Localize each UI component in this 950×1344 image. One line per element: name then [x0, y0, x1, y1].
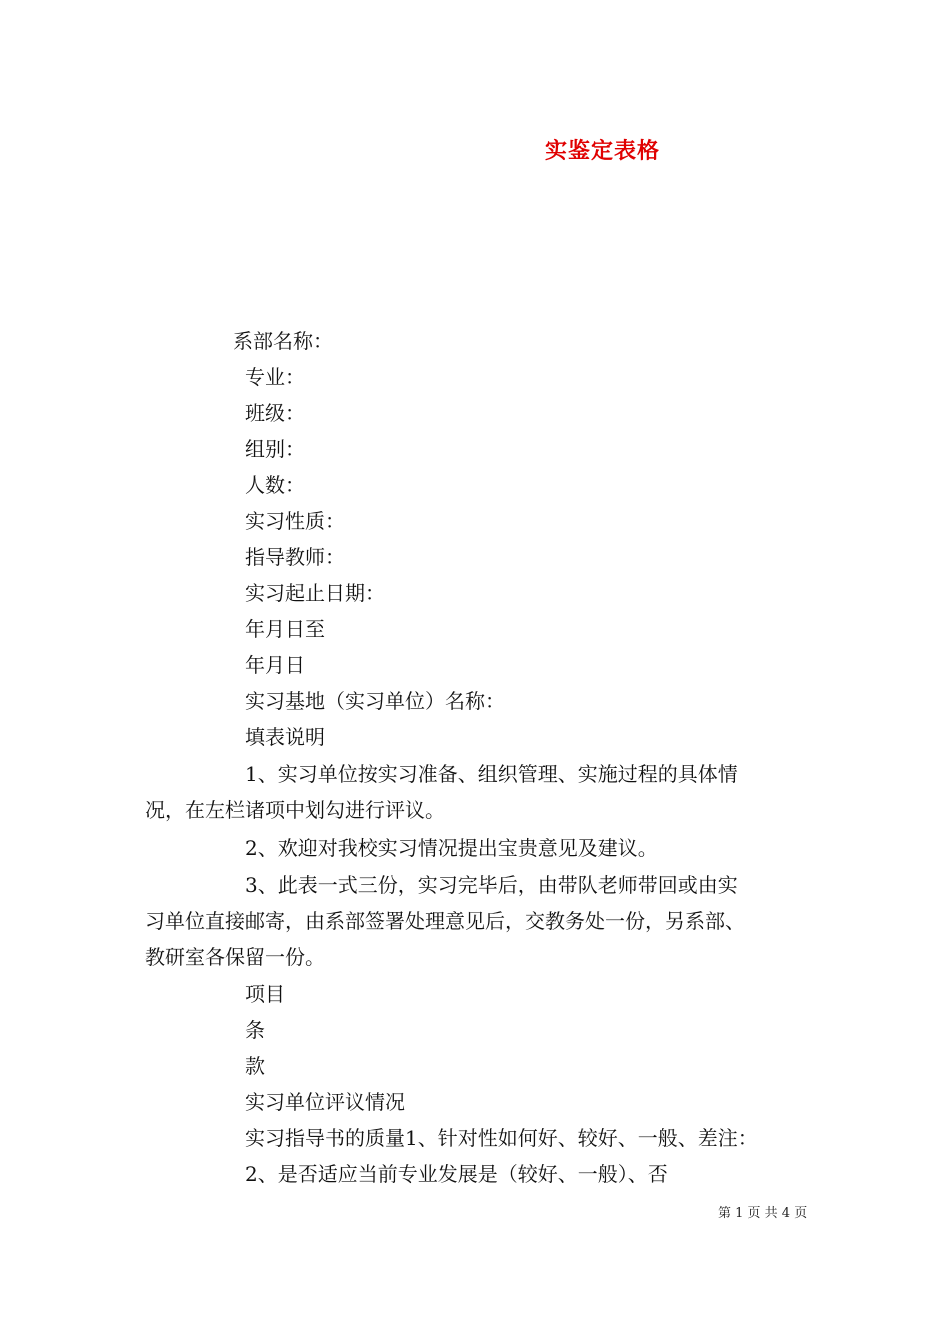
instructions-heading: 填表说明: [245, 725, 325, 749]
document-title: 实鉴定表格: [545, 138, 661, 164]
table-clause-label-a: 条: [245, 1018, 265, 1042]
field-major: 专业：: [245, 365, 305, 389]
instruction-item-3c: 教研室各保留一份。: [145, 945, 325, 969]
field-count: 人数：: [245, 473, 305, 497]
table-row-2: 2、是否适应当前专业发展是（较好、一般）、否: [245, 1162, 668, 1186]
instruction-item-1b: 况，在左栏诸项中划勾进行评议。: [145, 798, 445, 822]
field-teacher: 指导教师：: [245, 545, 345, 569]
table-clause-label-b: 款: [245, 1054, 265, 1078]
field-class: 班级：: [245, 401, 305, 425]
table-evaluation-label: 实习单位评议情况: [245, 1090, 405, 1114]
field-base: 实习基地（实习单位）名称：: [245, 689, 505, 713]
field-date-to: 年月日: [245, 653, 305, 677]
field-dates: 实习起止日期：: [245, 581, 385, 605]
instruction-item-2: 2、欢迎对我校实习情况提出宝贵意见及建议。: [245, 836, 658, 860]
field-group: 组别：: [245, 437, 305, 461]
page-footer: 第 1 页 共 4 页: [718, 1206, 808, 1221]
field-date-from: 年月日至: [245, 617, 325, 641]
table-project-label: 项目: [245, 982, 285, 1006]
field-dept: 系部名称：: [233, 329, 333, 353]
instruction-item-1a: 1、实习单位按实习准备、组织管理、实施过程的具体情: [245, 762, 738, 786]
table-row-1: 实习指导书的质量1、针对性如何好、较好、一般、差注：: [245, 1126, 758, 1150]
instruction-item-3a: 3、此表一式三份，实习完毕后，由带队老师带回或由实: [245, 873, 738, 897]
instruction-item-3b: 习单位直接邮寄，由系部签署处理意见后，交教务处一份，另系部、: [145, 909, 745, 933]
field-nature: 实习性质：: [245, 509, 345, 533]
